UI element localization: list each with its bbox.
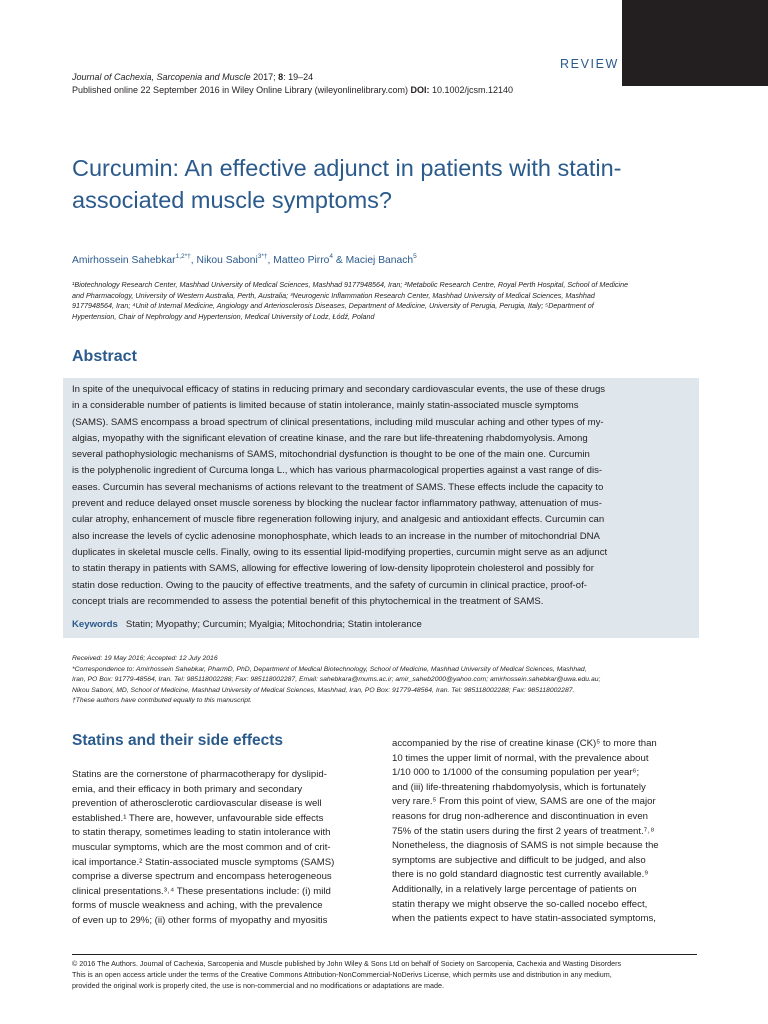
abstract-line: to statin therapy in patients with SAMS, allowing for effective lowering of low-density lipoprotein cholesterol and possibly for (72, 563, 594, 575)
article-title (72, 152, 712, 216)
abstract-line: duplicates in skeletal muscle cells. Finally, owing to its essential lipid-modifying properties, curcumin might serve as an adjunct (72, 546, 608, 558)
affiliation-line: ¹Biotechnology Research Center, Mashhad University of Medical Sciences, Mashhad 9177948564, Iran; ²Metabolic Research Centre, Royal Perth Hospital, School of Medicine (72, 280, 629, 289)
affiliation-line: Hypertension, Chair of Nephrology and Hypertension, Medical University of Lodz, Łódź, Poland (72, 311, 375, 321)
abstract-line: several pathophysiologic mechanisms of SAMS, mitochondrial dysfunction is thought to be one of the main one. Curcumin (72, 449, 590, 461)
journal-year: 2017; (250, 72, 279, 82)
body-line: and (iii) life-threatening rhabdomyolysis, which is fortunately (392, 781, 646, 793)
author-name: Maciej Banach (345, 255, 414, 266)
corner-tab (622, 0, 768, 86)
abstract-line: is the polyphenolic ingredient of Curcuma longa L., which has various pharmacological properties against a vast range of dis- (72, 465, 603, 477)
note-line: Received: 19 May 2016; Accepted: 12 July 2016 (72, 655, 218, 662)
note-line: †These authors have contributed equally to this manuscript. (72, 697, 252, 705)
abstract-line: in a considerable number of patients is limited because of statin intolerance, mainly statin-associated muscle symptoms (72, 400, 579, 412)
section-heading: Statins and their side effects (72, 732, 284, 749)
body-line: Additionally, in a relatively large percentage of patients on (392, 883, 637, 895)
body-column-right (392, 737, 697, 927)
journal-citation (72, 71, 313, 83)
body-line: comprise a diverse spectrum and encompass heterogeneous (72, 871, 332, 883)
abstract-line: algias, myopathy with the significant elevation of creatine kinase, and the rare but life-threatening rhabdomyolysis. Among (72, 432, 588, 444)
body-line: clinical presentations.³˒⁴ These presentations include: (i) mild (72, 885, 331, 897)
body-line: 10 times the upper limit of normal, with the prevalence about (392, 752, 649, 764)
affiliation-line: 9177948564, Iran; ⁴Unit of Internal Medicine, Angiology and Arteriosclerosis Diseases, Department of Medicine, University of Perugia, Perugia, Italy; ⁵Department of (72, 301, 594, 310)
title-line: associated muscle symptoms? (72, 187, 392, 213)
abstract-line: (SAMS). SAMS encompass a broad spectrum of clinical presentations, including mild muscular aching and other types of my- (72, 416, 604, 428)
author-affil: 4 (329, 253, 333, 260)
body-column-left (72, 768, 377, 929)
body-line: to statin therapy, sometimes leading to statin intolerance with (72, 827, 331, 839)
journal-pages: : 19–24 (283, 72, 314, 82)
keywords (72, 619, 422, 630)
body-line: prevention of atherosclerotic cardiovascular disease is well (72, 798, 322, 810)
body-line: muscular symptoms, which are the most common and of crit- (72, 841, 331, 853)
keywords-list: Statin; Myopathy; Curcumin; Myalgia; Mitochondria; Statin intolerance (125, 619, 422, 630)
body-line: accompanied by the rise of creatine kinase (CK)⁵ to more than (392, 738, 657, 749)
author-name: Matteo Pirro (273, 255, 330, 266)
body-line: forms of muscle weakness and aching, with the prevalence (72, 900, 323, 912)
note-line: *Correspondence to: Amirhossein Sahebkar, PharmD, PhD, Department of Medical Biotechnology, School of Medicine, Mashhad University of Medical Sciences, Mashhad, (72, 665, 587, 673)
section-label: REVIEW (560, 57, 619, 71)
affiliation-line: and Pharmacology, University of Western Australia, Perth, Australia; ³Neurogenic Inflammation Research Center, Mashhad University of Medical Sciences, Mashhad (72, 290, 595, 300)
author-affil: 3*† (257, 253, 268, 260)
abstract-line: In spite of the unequivocal efficacy of statins in reducing primary and secondary cardiovascular events, the use of these drugs (72, 384, 606, 395)
body-line: symptoms are subjective and difficult to be judged, and also (392, 854, 646, 866)
body-line: emia, and their efficacy in both primary and secondary (72, 783, 303, 795)
note-line: Nikou Saboni, MD, School of Medicine, Mashhad University of Medical Sciences, Mashhad, Iran, PO Box: 91779-48564, Iran. Tel: 985118002288; Fax: 985118002287. (72, 686, 575, 694)
affiliations (72, 280, 702, 322)
abstract-line: concept trials are recommended to assess the potential benefit of this phytochemical in the treatment of SAMS. (72, 595, 544, 607)
author-name: Nikou Saboni (196, 255, 258, 266)
body-line: ical importance.² Statin-associated muscle symptoms (SAMS) (72, 856, 335, 868)
journal-volume: 8 (278, 72, 284, 82)
footer-divider (72, 954, 697, 955)
abstract-body (72, 382, 694, 610)
abstract-line: eases. Curcumin has several mechanisms of actions relevant to the treatment of SAMS. These effects include the capacity to (72, 481, 604, 493)
title-line: Curcumin: An effective adjunct in patients with statin- (72, 155, 622, 181)
abstract-line: prevent and reduce delayed onset muscle soreness by blocking the nuclear factor inflammatory pathway, attenuation of mus- (72, 498, 602, 510)
abstract-line: cular atrophy, enhancement of muscle fibre regeneration following injury, and analgesic and antioxidant effects. Curcumin can (72, 514, 605, 526)
body-line: Statins are the cornerstone of pharmacotherapy for dyslipid- (72, 769, 327, 780)
author-affil: 5 (413, 253, 417, 260)
abstract-line: also increase the levels of cyclic adenosine monophosphate, which leads to an increase in the number of mitochondrial DNA (72, 530, 600, 542)
publication-line (72, 84, 513, 96)
body-line: when the patients expect to have statin-associated symptoms, (392, 913, 656, 925)
doi-value[interactable]: 10.1002/jcsm.12140 (429, 85, 514, 95)
body-line: 75% of the statin users during the first 2 years of treatment.⁷˒⁸ (392, 825, 655, 837)
body-line: statin therapy we might observe the so-called nocebo effect, (392, 898, 648, 910)
doi-label: DOI: (410, 85, 430, 95)
keywords-label: Keywords (72, 619, 118, 630)
note-line: Iran, PO Box: 91779-48564, Iran. Tel: 985118002288; Fax: 985118002287, Email: sahebkara@mums.ac.ir; amir_saheb2000@yahoo.com; amirhossein.sahebkar@uwa.edu.au; (72, 676, 601, 684)
body-line: of even up to 29%; (ii) other forms of myopathy and myositis (72, 914, 328, 926)
body-line: reasons for drug non-adherence and discontinuation in even (392, 810, 649, 822)
author-name: Amirhossein Sahebkar (72, 255, 176, 266)
license-footer (72, 959, 712, 991)
author-list: Amirhossein Sahebkar$^{1,2*\dagger}$, Nikou Saboni$^{3*\dagger}$, Matteo Pirro$^4$ & Maciej Banach$^5$ (72, 253, 417, 266)
abstract-heading: Abstract (72, 348, 137, 365)
body-line: 1/10 000 to 1/1000 of the consuming population per year⁶; (392, 767, 640, 779)
body-line: very rare.⁵ From this point of view, SAMS are one of the major (392, 796, 656, 808)
article-notes (72, 654, 712, 707)
footer-line: This is an open access article under the terms of the Creative Commons Attribution-NonCommercial-NoDerivs License, which permits use and distribution in any medium, (72, 969, 612, 979)
journal-name: Journal of Cachexia, Sarcopenia and Muscle (72, 72, 251, 82)
body-line: Nonetheless, the diagnosis of SAMS is not simple because the (392, 840, 659, 852)
body-line: there is no gold standard diagnostic test currently available.⁹ (392, 869, 649, 881)
author-affil: 1,2*† (175, 253, 191, 260)
abstract-line: statin dose reduction. Owing to the paucity of effective treatments, and the safety of curcumin in clinical practice, proof-of- (72, 579, 587, 591)
body-line: established.¹ There are, however, unfavourable side effects (72, 812, 324, 824)
footer-line: © 2016 The Authors. Journal of Cachexia, Sarcopenia and Muscle published by John Wiley & Sons Ltd on behalf of Society on Sarcopenia, Cachexia and Wasting Disorders (72, 959, 622, 968)
published-text: Published online 22 September 2016 in Wiley Online Library (wileyonlinelibrary.com) (72, 85, 411, 95)
footer-line: provided the original work is properly cited, the use is non-commercial and no modifications or adaptations are made. (72, 980, 444, 990)
